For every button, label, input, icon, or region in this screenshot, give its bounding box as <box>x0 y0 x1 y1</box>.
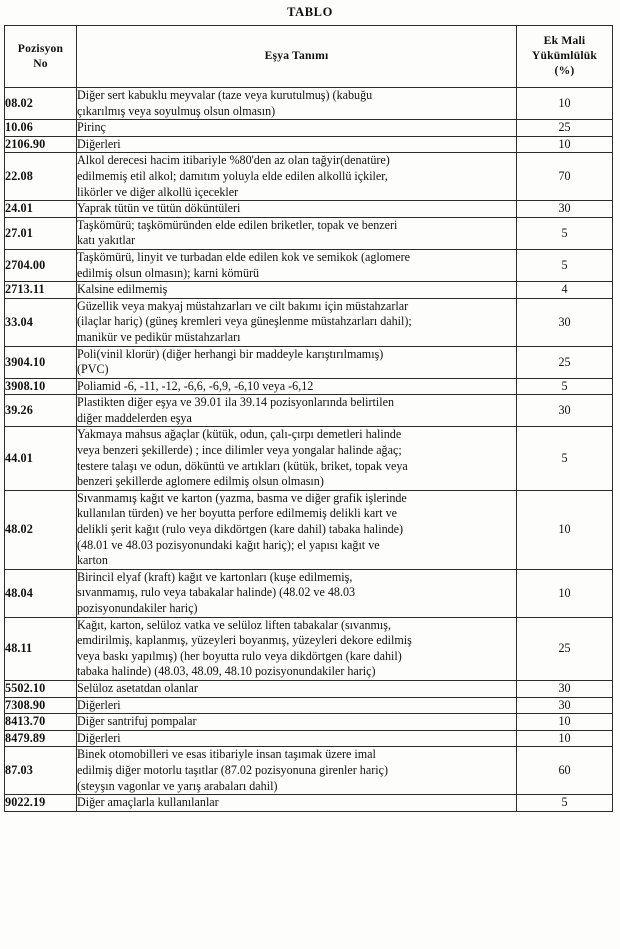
description-line: edilmemiş etil alkol; damıtım yoluyla elde edilen alkollü içkiler, <box>77 168 388 183</box>
description-line: Yakmaya mahsus ağaçlar (kütük, odun, çalı-çırpı demetleri halinde <box>77 427 402 442</box>
cell-extra-financial-obligation: 25 <box>517 120 613 137</box>
description-line: Sıvanmamış kağıt ve karton (yazma, basma ve diğer grafik işlerinde <box>77 490 407 505</box>
description-line: Diğerleri <box>77 697 121 712</box>
table-row <box>5 201 613 218</box>
description-line: Alkol derecesi hacim itibariyle %80'den az olan tağyir(denatüre) <box>77 153 390 168</box>
cell-goods-description <box>77 217 517 249</box>
cell-extra-financial-obligation: 4 <box>517 282 613 299</box>
cell-extra-financial-obligation: 10 <box>517 569 613 617</box>
cell-position-no: 2704.00 <box>5 249 77 281</box>
table-row <box>5 153 613 201</box>
cell-extra-financial-obligation: 30 <box>517 680 613 697</box>
cell-goods-description <box>77 120 517 137</box>
cell-extra-financial-obligation: 5 <box>517 217 613 249</box>
description-line: Kağıt, karton, selüloz vatka ve selüloz liften tabakalar (sıvanmış, <box>77 617 392 632</box>
cell-extra-financial-obligation: 10 <box>517 490 613 569</box>
table-row <box>5 136 613 153</box>
description-line: Diğer sert kabuklu meyvalar (taze veya kurutulmuş) (kabuğu <box>77 88 373 102</box>
cell-position-no: 2106.90 <box>5 136 77 153</box>
description-line: Taşkömürü; taşkömüründen elde edilen briketler, topak ve benzeri <box>77 217 398 232</box>
cell-extra-financial-obligation: 10 <box>517 88 613 120</box>
cell-extra-financial-obligation: 25 <box>517 346 613 378</box>
column-header-position-no <box>5 26 77 88</box>
cell-goods-description <box>77 795 517 812</box>
cell-goods-description <box>77 697 517 714</box>
cell-goods-description <box>77 201 517 218</box>
description-line: veya baskı yapılmış) (her boyutta rulo veya dikdörtgen (kare dahil) <box>77 648 402 663</box>
description-line: çıkarılmış veya soyulmuş olsun olmasın) <box>77 103 276 118</box>
column-header-obligation-line2: Yükümlülük <box>531 49 598 63</box>
description-line: benzeri şekillerde aglomere edilmiş olsun olmasın) <box>77 474 324 489</box>
cell-extra-financial-obligation: 10 <box>517 136 613 153</box>
cell-position-no: 9022.19 <box>5 795 77 812</box>
cell-goods-description <box>77 730 517 747</box>
table-row <box>5 249 613 281</box>
cell-extra-financial-obligation: 10 <box>517 730 613 747</box>
table-row <box>5 490 613 569</box>
cell-goods-description <box>77 617 517 680</box>
cell-extra-financial-obligation: 30 <box>517 201 613 218</box>
cell-extra-financial-obligation: 30 <box>517 395 613 427</box>
cell-position-no: 39.26 <box>5 395 77 427</box>
description-line: Selüloz asetatdan olanlar <box>77 680 198 695</box>
description-line: Kalsine edilmemiş <box>77 282 168 297</box>
cell-position-no: 48.02 <box>5 490 77 569</box>
description-line: (ilaçlar hariç) (güneş kremleri veya güneşlenme müstahzarları dahil); <box>77 314 412 329</box>
description-line: Poli(vinil klorür) (diğer herhangi bir maddeyle karıştırılmamış) <box>77 346 384 361</box>
description-line: (48.01 ve 48.03 pozisyonundaki kağıt hariç); el yapısı kağıt ve <box>77 537 380 552</box>
table-row <box>5 298 613 346</box>
description-line: Diğer amaçlarla kullanılanlar <box>77 795 219 810</box>
column-header-goods-description: Eşya Tanımı <box>77 26 517 88</box>
table-header-row <box>5 26 613 88</box>
description-line: Taşkömürü, linyit ve turbadan elde edilen kok ve semikok (aglomere <box>77 249 410 264</box>
table-header <box>5 26 613 88</box>
cell-position-no: 8413.70 <box>5 714 77 731</box>
cell-goods-description <box>77 427 517 490</box>
description-line: likörler ve diğer alkollü içecekler <box>77 184 239 199</box>
cell-position-no: 33.04 <box>5 298 77 346</box>
cell-goods-description <box>77 378 517 395</box>
cell-position-no: 27.01 <box>5 217 77 249</box>
description-line: diğer maddelerden eşya <box>77 410 192 425</box>
cell-goods-description <box>77 153 517 201</box>
description-line: veya benzeri şekillerde) ; ince dilimler veya yongalar halinde ağaç; <box>77 443 402 458</box>
cell-position-no: 24.01 <box>5 201 77 218</box>
cell-position-no: 08.02 <box>5 88 77 120</box>
description-line: Güzellik veya makyaj müstahzarları ve cilt bakımı için müstahzarlar <box>77 298 409 313</box>
table-row <box>5 697 613 714</box>
table-row <box>5 747 613 795</box>
table-row <box>5 120 613 137</box>
table-row <box>5 680 613 697</box>
cell-position-no: 87.03 <box>5 747 77 795</box>
table-body <box>5 88 613 812</box>
cell-goods-description <box>77 346 517 378</box>
description-line: kullanılan türden) ve her boyutta perfore edilmemiş delikli kart ve <box>77 506 398 521</box>
table-row <box>5 427 613 490</box>
cell-extra-financial-obligation: 30 <box>517 697 613 714</box>
cell-position-no: 8479.89 <box>5 730 77 747</box>
description-line: Poliamid -6, -11, -12, -6,6, -6,9, -6,10 veya -6,12 <box>77 378 314 393</box>
description-line: pozisyonundakiler hariç) <box>77 601 198 615</box>
description-line: delikli şerit kağıt (rulo veya dikdörtgen (kare dahil) tabaka halinde) <box>77 522 404 537</box>
cell-extra-financial-obligation: 70 <box>517 153 613 201</box>
cell-extra-financial-obligation: 5 <box>517 249 613 281</box>
table-row <box>5 730 613 747</box>
table-row <box>5 617 613 680</box>
cell-goods-description <box>77 490 517 569</box>
table-row <box>5 346 613 378</box>
description-line: manikür ve pedikür müstahzarları <box>77 329 241 344</box>
cell-goods-description <box>77 747 517 795</box>
cell-position-no: 3904.10 <box>5 346 77 378</box>
description-line: Yaprak tütün ve tütün döküntüleri <box>77 201 241 216</box>
cell-goods-description <box>77 569 517 617</box>
cell-goods-description <box>77 395 517 427</box>
cell-position-no: 22.08 <box>5 153 77 201</box>
cell-goods-description <box>77 714 517 731</box>
cell-goods-description <box>77 282 517 299</box>
cell-position-no: 10.06 <box>5 120 77 137</box>
cell-extra-financial-obligation: 30 <box>517 298 613 346</box>
cell-extra-financial-obligation: 5 <box>517 427 613 490</box>
column-header-obligation-line3: (%) <box>554 63 575 77</box>
table-row <box>5 714 613 731</box>
cell-extra-financial-obligation: 5 <box>517 378 613 395</box>
description-line: Birincil elyaf (kraft) kağıt ve kartonları (kuşe edilmemiş, <box>77 569 353 584</box>
description-line: Plastikten diğer eşya ve 39.01 ila 39.14 pozisyonlarında belirtilen <box>77 395 395 410</box>
column-header-obligation-line1: Ek Mali <box>543 34 586 48</box>
cell-goods-description <box>77 298 517 346</box>
description-line: (PVC) <box>77 362 109 377</box>
column-header-position-no-line1: Pozisyon <box>17 41 64 55</box>
description-line: testere talaşı ve odun, döküntü ve artıkları (kütük, briket, topak veya <box>77 458 408 473</box>
cell-extra-financial-obligation: 10 <box>517 714 613 731</box>
description-line: Diğer santrifuj pompalar <box>77 714 197 729</box>
description-line: Diğerleri <box>77 136 121 151</box>
cell-position-no: 2713.11 <box>5 282 77 299</box>
description-line: edilmiş olsun olmasın); karni kömürü <box>77 265 260 280</box>
table-row <box>5 282 613 299</box>
description-line: Pirinç <box>77 120 106 135</box>
cell-position-no: 7308.90 <box>5 697 77 714</box>
cell-position-no: 44.01 <box>5 427 77 490</box>
tariff-table <box>4 25 613 812</box>
cell-goods-description <box>77 249 517 281</box>
cell-extra-financial-obligation: 5 <box>517 795 613 812</box>
cell-position-no: 48.04 <box>5 569 77 617</box>
cell-extra-financial-obligation: 25 <box>517 617 613 680</box>
table-row <box>5 88 613 120</box>
description-line: Diğerleri <box>77 730 121 745</box>
cell-position-no: 3908.10 <box>5 378 77 395</box>
page-title: TABLO <box>287 5 333 19</box>
cell-position-no: 5502.10 <box>5 680 77 697</box>
table-row <box>5 395 613 427</box>
column-header-extra-financial-obligation <box>517 26 613 88</box>
cell-goods-description <box>77 136 517 153</box>
cell-extra-financial-obligation: 60 <box>517 747 613 795</box>
table-row <box>5 378 613 395</box>
description-line: (steyşın vagonlar ve yarış arabaları dahil) <box>77 778 278 793</box>
description-line: katı yakıtlar <box>77 233 136 248</box>
table-row <box>5 217 613 249</box>
description-line: Binek otomobilleri ve esas itibariyle insan taşımak üzere imal <box>77 747 376 762</box>
description-line: tabaka halinde) (48.03, 48.09, 48.10 pozisyonundakiler hariç) <box>77 664 376 679</box>
cell-goods-description <box>77 88 517 120</box>
description-line: emdirilmiş, kaplanmış, yüzeyleri boyanmış, yüzeyleri dekore edilmiş <box>77 633 412 648</box>
description-line: edilmiş diğer motorlu taşıtlar (87.02 pozisyonuna girenler hariç) <box>77 762 388 777</box>
description-line: karton <box>77 553 108 568</box>
cell-goods-description <box>77 680 517 697</box>
column-header-position-no-line2: No <box>33 56 48 70</box>
description-line: sıvanmamış, rulo veya tabakalar halinde) (48.02 ve 48.03 <box>77 585 356 600</box>
table-row <box>5 569 613 617</box>
table-row <box>5 795 613 812</box>
cell-position-no: 48.11 <box>5 617 77 680</box>
